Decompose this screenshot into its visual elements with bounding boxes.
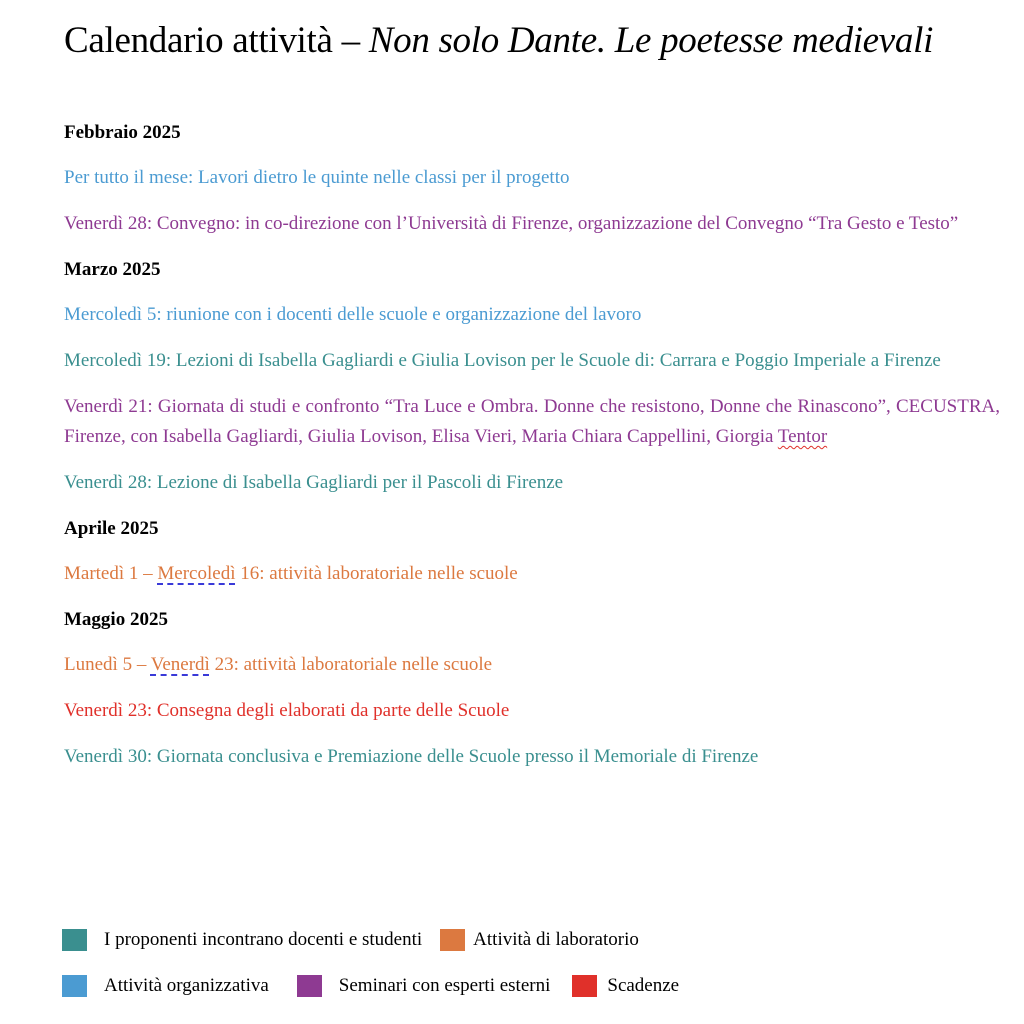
calendar-entry bbox=[64, 392, 1000, 452]
legend-item-organizzativa bbox=[62, 972, 269, 1000]
month-heading-maggio: Maggio 2025 bbox=[64, 609, 168, 630]
calendar-entry: Per tutto il mese: Lavori dietro le quinte nelle classi per il progetto bbox=[64, 167, 570, 188]
legend-row bbox=[62, 926, 1002, 954]
legend-item-seminari bbox=[297, 972, 551, 1000]
legend-label: Attività organizzativa bbox=[104, 975, 269, 996]
calendar-entry: Venerdì 30: Giornata conclusiva e Premiazione delle Scuole presso il Memoriale di Firenze bbox=[64, 746, 759, 767]
legend-swatch-orange bbox=[440, 929, 465, 951]
entry-text: 16: attività laboratoriale nelle scuole bbox=[235, 563, 518, 584]
legend-swatch-red bbox=[572, 975, 597, 997]
entry-text: Martedì 1 – bbox=[64, 563, 158, 584]
month-heading-marzo: Marzo 2025 bbox=[64, 259, 161, 280]
legend-item-scadenze bbox=[572, 972, 679, 1000]
legend-label: Attività di laboratorio bbox=[473, 929, 639, 950]
month-heading-febbraio: Febbraio 2025 bbox=[64, 122, 181, 143]
legend-item-laboratorio bbox=[440, 926, 639, 954]
calendar-entry bbox=[64, 650, 1000, 680]
calendar-entry: Venerdì 28: Convegno: in co-direzione con l’Università di Firenze, organizzazione del Convegno “Tra Gesto e Testo” bbox=[64, 213, 959, 234]
month-heading-aprile: Aprile 2025 bbox=[64, 518, 159, 539]
document-page bbox=[64, 18, 1000, 788]
legend-label: Seminari con esperti esterni bbox=[338, 975, 551, 996]
legend-label: Scadenze bbox=[607, 975, 680, 996]
legend-swatch-blue bbox=[62, 975, 87, 997]
title-italic: Non solo Dante. Le poetesse medievali bbox=[368, 20, 934, 61]
entry-text: 23: attività laboratoriale nelle scuole bbox=[209, 654, 493, 675]
legend-swatch-purple bbox=[297, 975, 322, 997]
spellcheck-marked-word[interactable]: Tentor bbox=[777, 426, 828, 447]
color-legend bbox=[62, 926, 1002, 1018]
grammar-marked-word[interactable]: Venerdì bbox=[150, 654, 210, 675]
entry-text: Venerdì 21: Giornata di studi e confronto “Tra Luce e Ombra. Donne che resistono, Donne che Rinascono”, CECUSTRA, Firenze, con Isabella Gagliardi, Giulia Lovison, Elisa Vieri, Maria Chiara Cappellini, Giorgia bbox=[64, 396, 1000, 447]
legend-item-proponenti bbox=[62, 926, 422, 954]
legend-swatch-teal bbox=[62, 929, 87, 951]
grammar-marked-word[interactable]: Mercoledì bbox=[157, 563, 236, 584]
title-main: Calendario attività – bbox=[64, 20, 369, 61]
entry-text: Lunedì 5 – bbox=[64, 654, 151, 675]
calendar-entry: Venerdì 23: Consegna degli elaborati da parte delle Scuole bbox=[64, 700, 510, 721]
legend-label: I proponenti incontrano docenti e studenti bbox=[104, 929, 423, 950]
calendar-entry: Mercoledì 19: Lezioni di Isabella Gagliardi e Giulia Lovison per le Scuole di: Carrara e Poggio Imperiale a Firenze bbox=[64, 350, 941, 371]
legend-row bbox=[62, 972, 1002, 1000]
calendar-entry: Mercoledì 5: riunione con i docenti delle scuole e organizzazione del lavoro bbox=[64, 304, 642, 325]
calendar-entry: Venerdì 28: Lezione di Isabella Gagliardi per il Pascoli di Firenze bbox=[64, 472, 564, 493]
calendar-entry bbox=[64, 559, 1000, 589]
page-title bbox=[64, 18, 1000, 64]
